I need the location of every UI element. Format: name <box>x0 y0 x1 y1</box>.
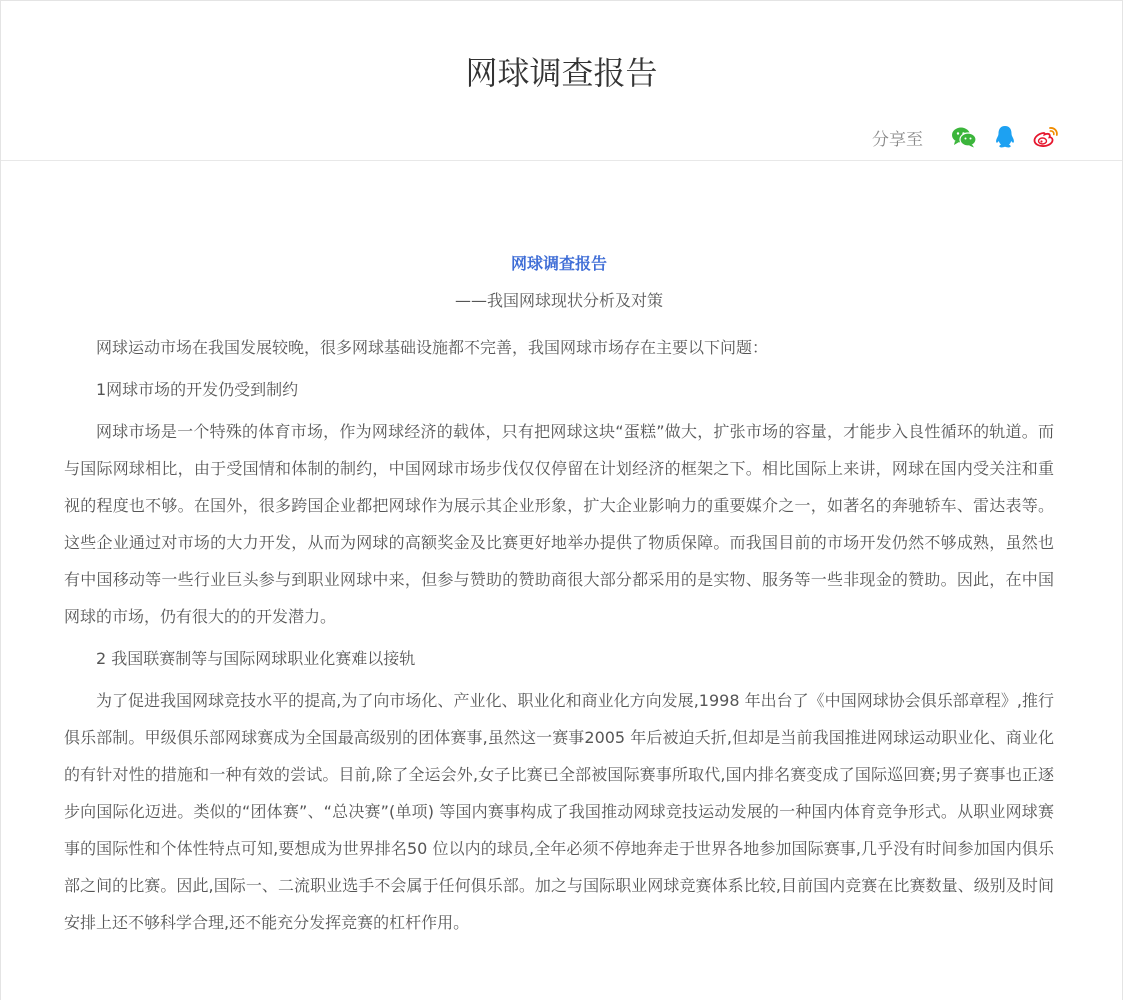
page-title: 网球调查报告 <box>465 54 658 92</box>
article-body <box>64 161 1054 941</box>
wechat-icon[interactable] <box>950 123 978 151</box>
section-heading-1: 1网球市场的开发仍受到制约 <box>96 380 299 399</box>
article-subtitle: ——我国网球现状分析及对策 <box>454 291 663 310</box>
paragraph-league: 为了促进我国网球竞技水平的提高,为了向市场化、产业化、职业化和商业化方向发展,1998 年出台了《中国网球协会俱乐部章程》,推行俱乐部制。甲级俱乐部网球赛成为全国最高级别的团体赛事,虽然这一赛事2005 年后被迫夭折,但却是当前我国推进网球运动职业化、商业化的有针对性的措施和一种有效的尝试。目前,除了全运会外,女子比赛已全部被国际赛事所取代,国内排名赛变成了国际巡回赛;男子赛事也正逐步向国际化迈进。类似的“团体赛”、“总决赛”(单项) 等国内赛事构成了我国推动网球竞技运动发展的一种国内体育竞争形式。从职业网球赛事的国际性和个体性特点可知,要想成为世界排名50 位以内的球员,全年必须不停地奔走于世界各地参加国际赛事,几乎没有时间参加国内俱乐部之间的比赛。因此,国际一、二流职业选手不会属于任何俱乐部。加之与国际职业网球竞赛体系比较,目前国内竞赛在比赛数量、级别及时间安排上还不够科学合理,还不能充分发挥竞赛的杠杆作用。 <box>64 691 1054 932</box>
weibo-icon[interactable] <box>1032 123 1060 151</box>
share-bar <box>872 123 1060 151</box>
qq-icon[interactable] <box>991 123 1019 151</box>
share-label: 分享至 <box>872 129 923 150</box>
section-heading-2: 2 我国联赛制等与国际网球职业化赛难以接轨 <box>96 649 416 668</box>
article-heading: 网球调查报告 <box>510 254 607 273</box>
page-header <box>1 1 1122 161</box>
paragraph-intro: 网球运动市场在我国发展较晚，很多网球基础设施都不完善，我国网球市场存在主要以下问题： <box>96 338 769 357</box>
paragraph-market: 网球市场是一个特殊的体育市场，作为网球经济的载体，只有把网球这块“蛋糕”做大，扩张市场的容量，才能步入良性循环的轨道。而与国际网球相比，由于受国情和体制的制约，中国网球市场步伐仅仅停留在计划经济的框架之下。相比国际上来讲，网球在国内受关注和重视的程度也不够。在国外，很多跨国企业都把网球作为展示其企业形象，扩大企业影响力的重要媒介之一，如著名的奔驰轿车、雷达表等。这些企业通过对市场的大力开发，从而为网球的高额奖金及比赛更好地举办提供了物质保障。而我国目前的市场开发仍然不够成熟，虽然也有中国移动等一些行业巨头参与到职业网球中来，但参与赞助的赞助商很大部分都采用的是实物、服务等一些非现金的赞助。因此，在中国网球的市场，仍有很大的的开发潜力。 <box>64 422 1054 626</box>
